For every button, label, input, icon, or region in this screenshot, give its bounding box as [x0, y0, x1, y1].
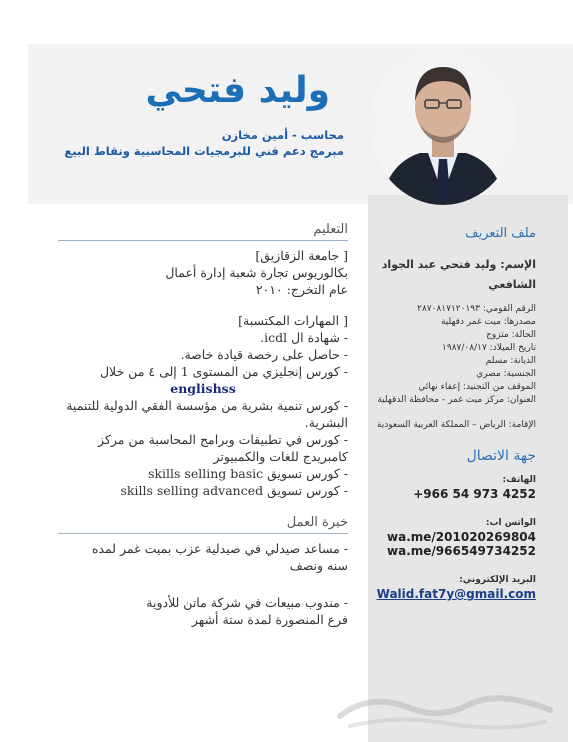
- skills-title: [ المهارات المكتسبة]: [238, 313, 348, 328]
- profile-military: الموقف من التجنيد: إعفاء نهائي: [418, 382, 536, 392]
- profile-issued: مصدرها: ميت غمر دقهلية: [440, 317, 536, 327]
- profile-name-value: وليد فتحي عبد الجواد الشافعي: [381, 258, 536, 291]
- profile-address: العنوان: مركز ميت غمر - محافظة الدقهلية: [377, 395, 536, 405]
- profile-birth: تاريخ الميلاد: ١٩٨٧/٠٨/١٧: [442, 343, 536, 353]
- skill-item: - كورس تنمية بشرية من مؤسسة الفقي الدولية للتنمية: [58, 397, 348, 414]
- whatsapp-link-2[interactable]: wa.me/966549734252: [387, 544, 536, 558]
- profile-name-row: [376, 255, 536, 295]
- subtitle-line-2: مبرمج دعم فني للبرمجيات المحاسبية ونقاط البيع: [64, 144, 344, 158]
- main-column: [58, 222, 348, 628]
- sidebar-content: [376, 226, 536, 601]
- person-portrait-icon: [370, 45, 516, 205]
- phone-label: الهاتف:: [502, 475, 536, 485]
- experience-item-continued: سنه ونصف: [289, 558, 348, 573]
- email-link[interactable]: Walid.fat7y@gmail.com: [376, 587, 536, 601]
- subtitle-line-1: محاسب - أمين مخازن: [221, 128, 344, 142]
- skill-item: - شهادة ال icdl.: [58, 329, 348, 346]
- profile-status: الحالة: متزوج: [486, 330, 536, 340]
- education-degree: بكالوريوس تجارة شعبة إدارة أعمال: [165, 265, 348, 280]
- skill-item-continued: englishss: [170, 381, 236, 396]
- skill-item-continued: البشرية.: [304, 415, 348, 430]
- experience-item-continued: فرع المنصورة لمدة ستة أشهر: [191, 612, 348, 627]
- profile-photo: [370, 45, 516, 205]
- education-year: عام التخرج: ٢٠١٠: [255, 282, 348, 297]
- profile-national-id: الرقم القومي: ٢٨٧٠٨١٧١٢٠١٩٣: [417, 304, 536, 314]
- profile-religion: الديانة: مسلم: [485, 356, 536, 366]
- experience-item: - مندوب مبيعات في شركة ماتن للأدوية: [58, 594, 348, 611]
- profile-nationality: الجنسية: مصري: [476, 369, 536, 379]
- skill-item: - كورس في تطبيقات وبرامج المحاسبة من مركز: [58, 431, 348, 448]
- profile-name-label: الإسم:: [500, 258, 536, 271]
- person-name: وليد فتحي: [145, 70, 330, 111]
- experience-title: خبرة العمل: [58, 515, 348, 534]
- skill-item: - كورس تسويق skills selling basic: [58, 465, 348, 482]
- contact-title: جهة الاتصال: [466, 448, 536, 464]
- skill-item: - كورس إنجليزي من المستوى 1 إلى ٤ من خلال: [58, 363, 348, 380]
- profile-title: ملف التعريف: [465, 226, 536, 241]
- phone-number[interactable]: +966 54 973 4252: [413, 487, 536, 501]
- whatsapp-link-1[interactable]: wa.me/201020269804: [387, 530, 536, 544]
- profile-residence: الإقامة: الرياض – المملكة العربية السعودية: [376, 420, 536, 430]
- experience-item: - مساعد صيدلي في صيدلية عزب بميت غمر لمده: [58, 540, 348, 557]
- skill-item: - كورس تسويق skills selling advanced: [58, 482, 348, 499]
- email-label: البريد الإلكتروني:: [459, 575, 536, 585]
- watermark-logo-icon: [330, 686, 560, 734]
- skill-item: - حاصل على رخصة قيادة خاصة.: [58, 346, 348, 363]
- whatsapp-label: الواتس اب:: [485, 518, 536, 528]
- education-university: [ جامعة الزقازيق]: [255, 248, 348, 263]
- job-subtitle: [14, 127, 344, 159]
- skill-item-continued: كامبريدج للغات والكمبيوتر: [213, 449, 348, 464]
- education-title: التعليم: [58, 222, 348, 241]
